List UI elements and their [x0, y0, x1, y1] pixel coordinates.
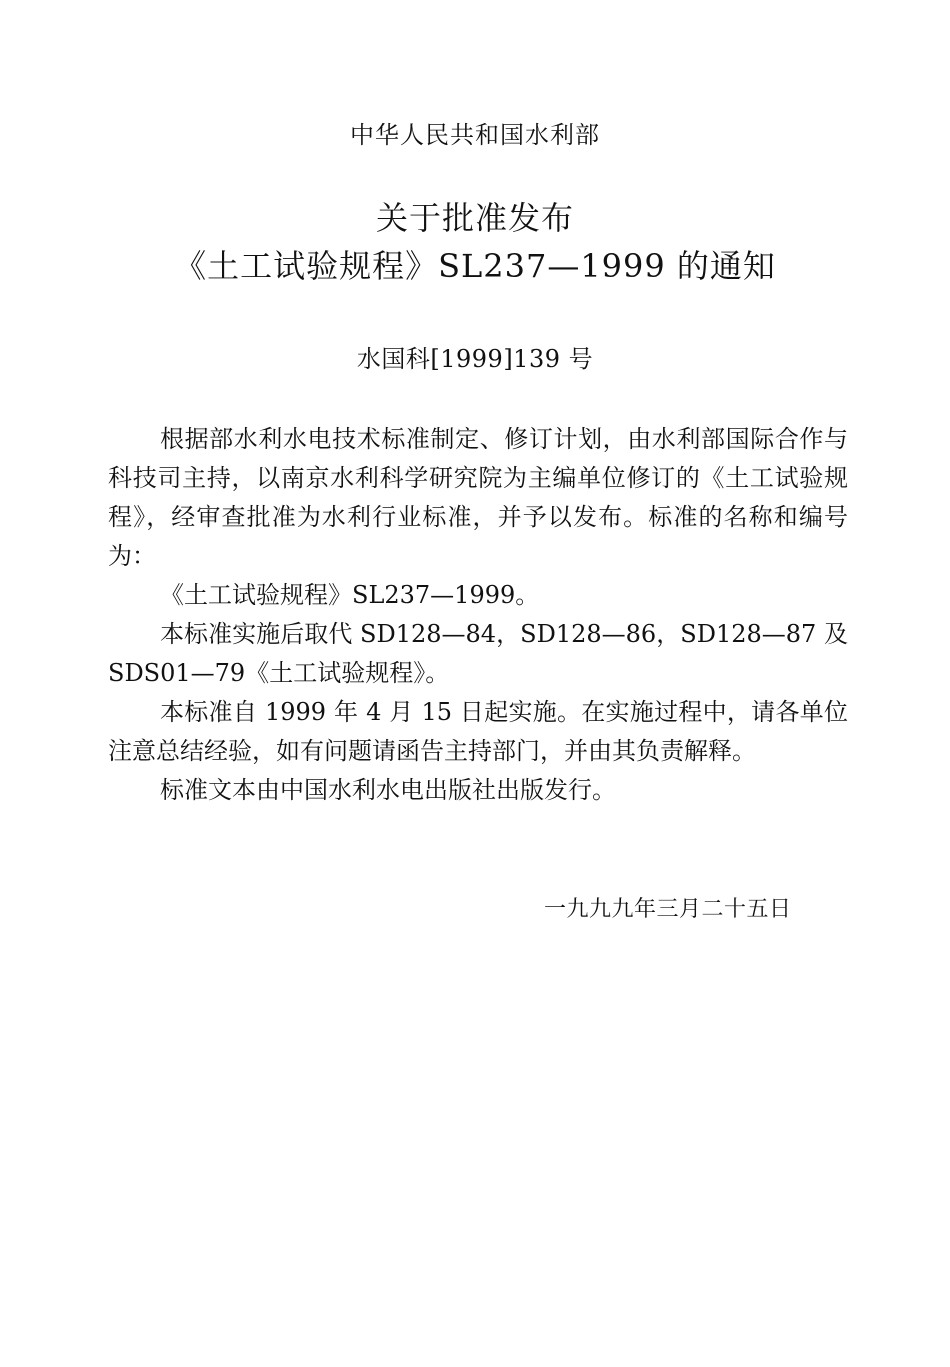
body-paragraph-publisher: 标准文本由中国水利水电出版社出版发行。	[160, 776, 616, 804]
body-paragraph-approval: 根据部水利水电技术标准制定、修订计划，由水利部国际合作与科技司主持，以南京水利科学研究院为主编单位修订的《土工试验规程》，经审查批准为水利行业标准，并予以发布。标准的名称和编号为：	[108, 425, 848, 570]
document-number: 水国科[1999]139 号	[356, 345, 594, 373]
notice-body	[108, 420, 848, 810]
issue-date: 一九九九年三月二十五日	[544, 897, 792, 922]
issuer-heading: 中华人民共和国水利部	[350, 121, 600, 149]
body-paragraph-replacement: 本标准实施后取代 SD128—84，SD128—86，SD128—87 及 SDS01—79《土工试验规程》。	[108, 620, 848, 687]
body-paragraph-effective-date: 本标准自 1999 年 4 月 15 日起实施。在实施过程中，请各单位注意总结经验，如有问题请函告主持部门，并由其负责解释。	[108, 698, 848, 765]
notice-title-line-2: 《土工试验规程》SL237—1999 的通知	[174, 247, 776, 285]
body-paragraph-standard-name: 《土工试验规程》SL237—1999。	[160, 581, 540, 609]
notice-title-line-1: 关于批准发布	[375, 199, 574, 237]
